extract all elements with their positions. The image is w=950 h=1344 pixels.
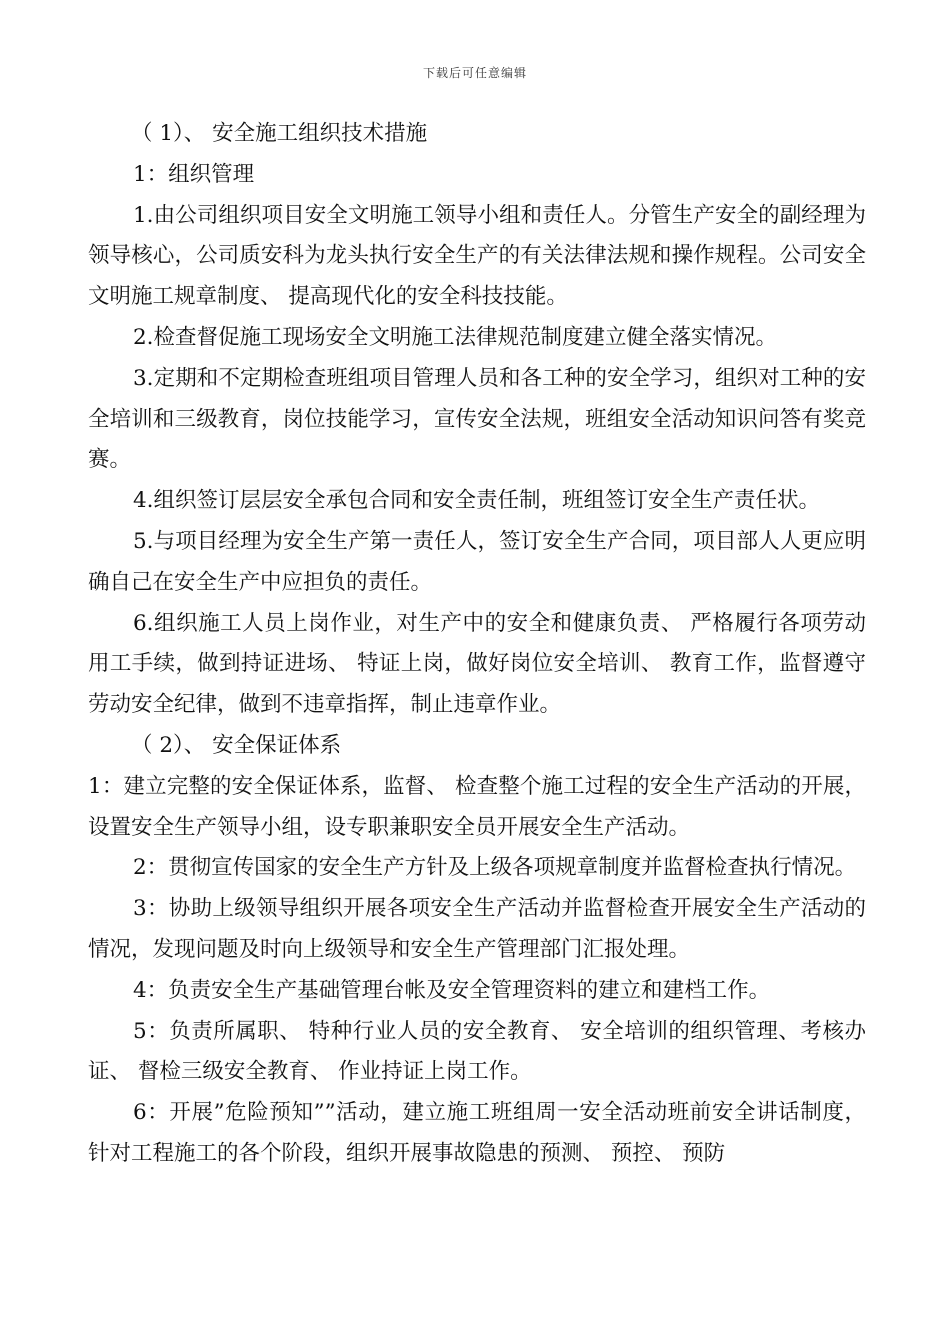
paragraph-system-3: 3：协助上级领导组织开展各项安全生产活动并监督检查开展安全生产活动的情况，发现问题及时向上级领导和安全生产管理部门汇报处理。 (88, 896, 866, 962)
paragraph-item-5: 5.与项目经理为安全生产第一责任人，签订安全生产合同，项目部人人更应明确自己在安全生产中应担负的责任。 (88, 528, 866, 595)
paragraph-item-6: 6.组织施工人员上岗作业，对生产中的安全和健康负责、 严格履行各项劳动用工手续，做到持证进场、 特证上岗，做好岗位安全培训、 教育工作，监督遵守劳动安全纪律，做到不违章指挥，制止违章作业。 (88, 610, 866, 718)
document-body (88, 114, 866, 1175)
paragraph-system-1: 1：建立完整的安全保证体系，监督、 检查整个施工过程的安全生产活动的开展，设置安全生产领导小组，设专职兼职安全员开展安全生产活动。 (88, 773, 866, 840)
paragraph-system-6: 6：开展”危险预知””活动，建立施工班组周一安全活动班前安全讲话制度，针对工程施工的各个阶段，组织开展事故隐患的预测、 预控、 预防 (88, 1100, 866, 1166)
subheading-organization-management: 1：组织管理 (133, 161, 255, 187)
paragraph-item-3: 3.定期和不定期检查班组项目管理人员和各工种的安全学习，组织对工种的安全培训和三级教育，岗位技能学习，宣传安全法规，班组安全活动知识问答有奖竞赛。 (88, 365, 866, 473)
paragraph-system-4: 4：负责安全生产基础管理台帐及安全管理资料的建立和建档工作。 (133, 977, 771, 1003)
paragraph-item-2: 2.检查督促施工现场安全文明施工法律规范制度建立健全落实情况。 (133, 324, 778, 350)
paragraph-item-1: 1.由公司组织项目安全文明施工领导小组和责任人。分管生产安全的副经理为领导核心，公司质安科为龙头执行安全生产的有关法律法规和操作规程。公司安全文明施工规章制度、 提高现代化的安全科技技能。 (88, 202, 866, 310)
page-header-note: 下载后可任意编辑 (422, 66, 527, 80)
paragraph-system-2: 2：贯彻宣传国家的安全生产方针及上级各项规章制度并监督检查执行情况。 (133, 855, 857, 881)
paragraph-item-4: 4.组织签订层层安全承包合同和安全责任制，班组签订安全生产责任状。 (133, 488, 821, 514)
paragraph-system-5: 5：负责所属职、 特种行业人员的安全教育、 安全培训的组织管理、考核办证、 督检三级安全教育、 作业持证上岗工作。 (88, 1018, 866, 1085)
section-heading-2: （ 2）、 安全保证体系 (131, 732, 342, 758)
section-heading-1: （ 1）、 安全施工组织技术措施 (131, 121, 428, 146)
